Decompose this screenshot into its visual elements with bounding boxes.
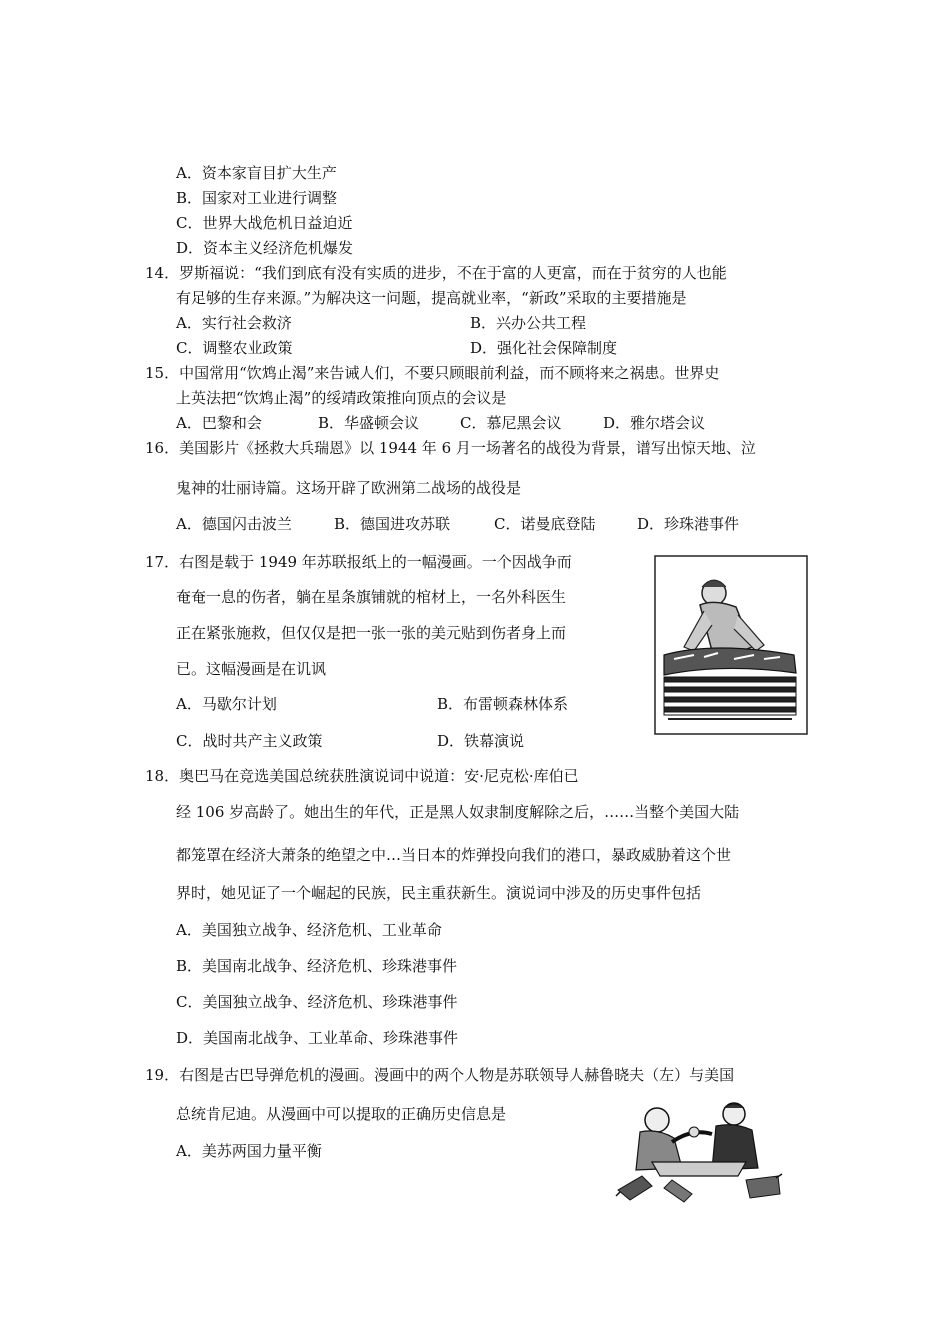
q14-option-c: C．调整农业政策 <box>176 339 293 357</box>
q15-stem-line1: 15．中国常用“饮鸩止渴”来告诫人们，不要只顾眼前利益，而不顾将来之祸患。世界史 <box>145 364 720 382</box>
q17-stem-line1: 17．右图是载于 1949 年苏联报纸上的一幅漫画。一个因战争而 <box>145 553 572 571</box>
q19-stem-line1: 19．右图是古巴导弹危机的漫画。漫画中的两个人物是苏联领导人赫鲁晓夫（左）与美国 <box>145 1066 735 1084</box>
q17-cartoon-image <box>654 555 808 735</box>
q14-stem-line2: 有足够的生存来源。”为解决这一问题，提高就业率，“新政”采取的主要措施是 <box>176 289 687 307</box>
q18-option-b: B．美国南北战争、经济危机、珍珠港事件 <box>176 957 458 975</box>
q17-stem-line2: 奄奄一息的伤者，躺在星条旗铺就的棺材上，一名外科医生 <box>176 588 567 606</box>
q19-cartoon-image <box>612 1098 784 1204</box>
q13-option-b: B．国家对工业进行调整 <box>176 189 338 207</box>
q17-option-d: D．铁幕演说 <box>437 732 525 750</box>
q18-stem-line3: 都笼罩在经济大萧条的绝望之中…当日本的炸弹投向我们的港口，暴政威胁着这个世 <box>176 846 732 864</box>
q17-option-c: C．战时共产主义政策 <box>176 732 323 750</box>
q18-option-c: C．美国独立战争、经济危机、珍珠港事件 <box>176 993 458 1011</box>
q16-option-d: D．珍珠港事件 <box>637 515 740 533</box>
q14-stem-line1: 14．罗斯福说：“我们到底有没有实质的进步，不在于富的人更富，而在于贫穷的人也能 <box>145 264 727 282</box>
q16-option-a: A．德国闪击波兰 <box>176 515 292 533</box>
q16-option-b: B．德国进攻苏联 <box>334 515 451 533</box>
q18-stem-line4: 界时，她见证了一个崛起的民族，民主重获新生。演说词中涉及的历史事件包括 <box>176 884 702 902</box>
q15-option-c: C．慕尼黑会议 <box>460 414 562 432</box>
q13-option-a: A．资本家盲目扩大生产 <box>176 164 337 182</box>
q16-option-c: C．诺曼底登陆 <box>494 515 596 533</box>
q15-option-a: A．巴黎和会 <box>176 414 262 432</box>
q17-option-a: A．马歇尔计划 <box>176 695 277 713</box>
q17-stem-line4: 已。这幅漫画是在讥讽 <box>176 660 327 678</box>
q13-option-c: C．世界大战危机日益迫近 <box>176 214 353 232</box>
q17-stem-line3: 正在紧张施救，但仅仅是把一张一张的美元贴到伤者身上而 <box>176 624 567 642</box>
q19-option-a: A．美苏两国力量平衡 <box>176 1142 322 1160</box>
q18-stem-line2: 经 106 岁高龄了。她出生的年代，正是黑人奴隶制度解除之后，……当整个美国大陆 <box>176 803 740 821</box>
q13-option-d: D．资本主义经济危机爆发 <box>176 239 354 257</box>
q18-option-d: D．美国南北战争、工业革命、珍珠港事件 <box>176 1029 459 1047</box>
q16-stem-line1: 16．美国影片《拯救大兵瑞恩》以 1944 年 6 月一场著名的战役为背景，谱写出惊天地、泣 <box>145 439 756 457</box>
q15-option-b: B．华盛顿会议 <box>318 414 420 432</box>
q14-option-d: D．强化社会保障制度 <box>470 339 618 357</box>
q14-option-a: A．实行社会救济 <box>176 314 292 332</box>
q17-option-b: B．布雷顿森林体系 <box>437 695 569 713</box>
q15-stem-line2: 上英法把“饮鸩止渴”的绥靖政策推向顶点的会议是 <box>176 389 507 407</box>
q14-option-b: B．兴办公共工程 <box>470 314 587 332</box>
q16-stem-line2: 鬼神的壮丽诗篇。这场开辟了欧洲第二战场的战役是 <box>176 479 522 497</box>
q18-option-a: A．美国独立战争、经济危机、工业革命 <box>176 921 442 939</box>
q19-stem-line2: 总统肯尼迪。从漫画中可以提取的正确历史信息是 <box>176 1105 507 1123</box>
q15-option-d: D．雅尔塔会议 <box>603 414 706 432</box>
q18-stem-line1: 18．奥巴马在竞选美国总统获胜演说词中说道：安·尼克松·库伯已 <box>145 767 579 785</box>
